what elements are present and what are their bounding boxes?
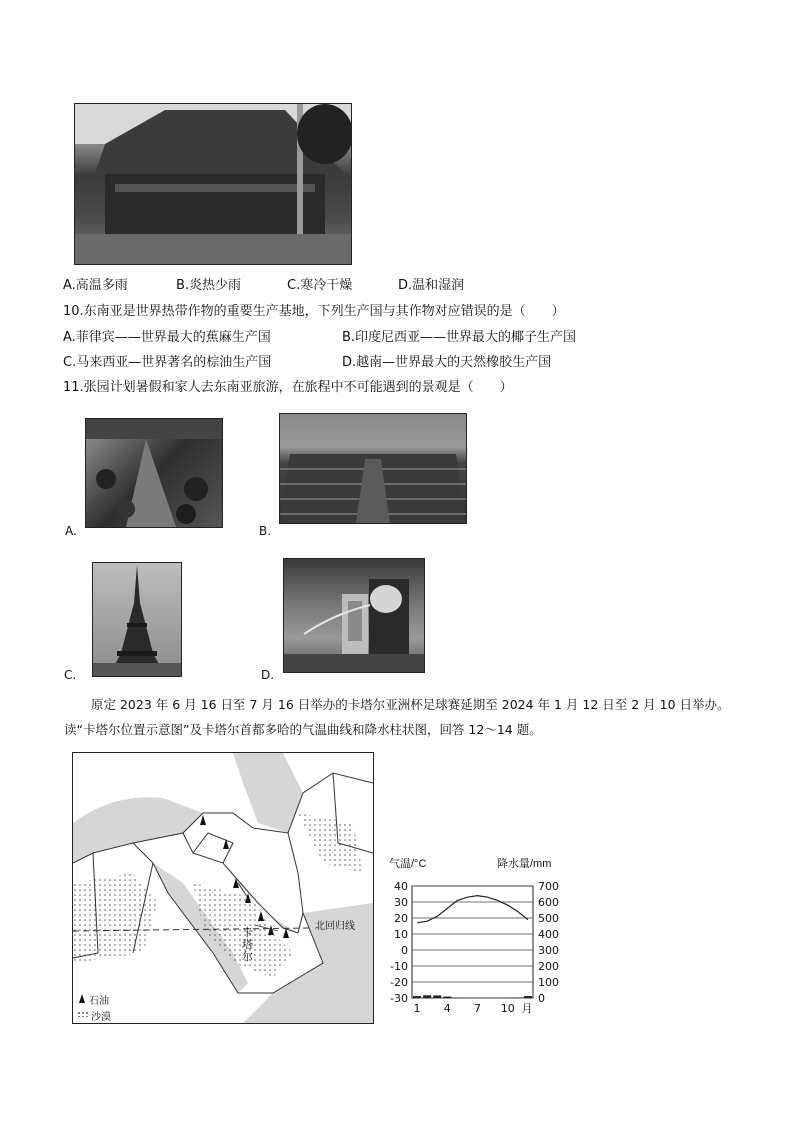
q9-option-c: C.寒冷干燥 xyxy=(287,278,353,293)
month-tick-label: 10 xyxy=(500,1002,515,1015)
q10-option-b: B.印度尼西亚——世界最大的椰子生产国 xyxy=(342,330,577,345)
temp-axis-title: 气温/°C xyxy=(389,858,427,870)
temp-tick-label: 10 xyxy=(394,928,408,941)
precip-bar xyxy=(433,995,441,998)
month-tick-label: 4 xyxy=(443,1002,451,1015)
q9-option-b: B.炎热少雨 xyxy=(176,278,242,293)
q10-option-c: C.马来西亚—世界著名的棕油生产国 xyxy=(63,355,272,370)
eiffel-tower-photo xyxy=(92,562,182,677)
precip-tick-label: 600 xyxy=(538,896,559,909)
precip-tick-label: 700 xyxy=(538,880,559,893)
temperature-line xyxy=(417,896,528,923)
map-svg xyxy=(73,753,373,1023)
precip-tick-label: 400 xyxy=(538,928,559,941)
temp-tick-label: 30 xyxy=(394,896,408,909)
precip-tick-label: 200 xyxy=(538,960,559,973)
climate-chart-svg xyxy=(385,852,570,1022)
temp-tick-label: 0 xyxy=(401,944,408,957)
qatar-location-map xyxy=(72,752,374,1024)
temp-tick-label: -10 xyxy=(390,960,408,973)
q9-option-a: A.高温多雨 xyxy=(63,278,128,293)
precip-tick-label: 0 xyxy=(538,992,545,1005)
q10-stem: 10.东南亚是世界热带作物的重要生产基地，下列生产国与其作物对应错误的是（ ） xyxy=(63,304,565,319)
q11-stem: 11.张园计划暑假和家人去东南亚旅游，在旅程中不可能遇到的景观是（ ） xyxy=(63,380,513,395)
q10-option-d: D.越南—世界最大的天然橡胶生产国 xyxy=(342,355,552,370)
q11-label-c: C. xyxy=(64,668,77,682)
merlion-photo xyxy=(283,558,425,673)
month-unit-label: 月 xyxy=(521,1002,533,1015)
passage-line-2: 读“卡塔尔位置示意图”及卡塔尔首都多哈的气温曲线和降水柱状图，回答 12～14 题。 xyxy=(64,722,542,737)
stilt-house-photo xyxy=(74,103,352,265)
month-tick-label: 7 xyxy=(474,1002,482,1015)
temp-tick-label: 40 xyxy=(394,880,408,893)
sahara-desert xyxy=(73,873,158,963)
q11-label-b: B. xyxy=(259,524,272,538)
temp-tick-label: -20 xyxy=(390,976,408,989)
qatar-label: 卡塔尔 xyxy=(242,927,253,963)
doha-climate-chart xyxy=(385,852,570,1022)
month-tick-label: 1 xyxy=(413,1002,421,1015)
precip-bar xyxy=(524,996,532,998)
desert-legend-label: 沙漠 xyxy=(91,1012,111,1023)
floating-market-photo xyxy=(85,418,223,528)
precip-bar xyxy=(423,995,431,998)
passage-line-1: 原定 2023 年 6 月 16 日至 7 月 16 日举办的卡塔尔亚洲杯足球赛延期至 2024 年 1 月 12 日至 2 月 10 日举办。 xyxy=(91,697,730,712)
temp-tick-label: 20 xyxy=(394,912,408,925)
precip-tick-label: 500 xyxy=(538,912,559,925)
precip-axis-title: 降水量/mm xyxy=(497,858,552,870)
oil-legend-label: 石油 xyxy=(89,996,109,1007)
desert-legend-symbol xyxy=(77,1011,89,1017)
precip-bar xyxy=(413,996,421,998)
borobudur-photo xyxy=(279,413,467,524)
q10-option-a: A.菲律宾——世界最大的蕉麻生产国 xyxy=(63,330,271,345)
q11-label-d: D. xyxy=(261,668,275,682)
temp-tick-label: -30 xyxy=(390,992,408,1005)
plot-frame xyxy=(412,886,533,998)
precip-bar xyxy=(443,997,451,998)
iran-desert xyxy=(298,813,363,873)
precip-tick-label: 100 xyxy=(538,976,559,989)
oil-legend-symbol xyxy=(79,994,85,1003)
precip-tick-label: 300 xyxy=(538,944,559,957)
tropic-label: 北回归线 xyxy=(315,921,355,932)
q9-option-d: D.温和湿润 xyxy=(398,278,465,293)
q11-label-a: A. xyxy=(65,524,77,538)
